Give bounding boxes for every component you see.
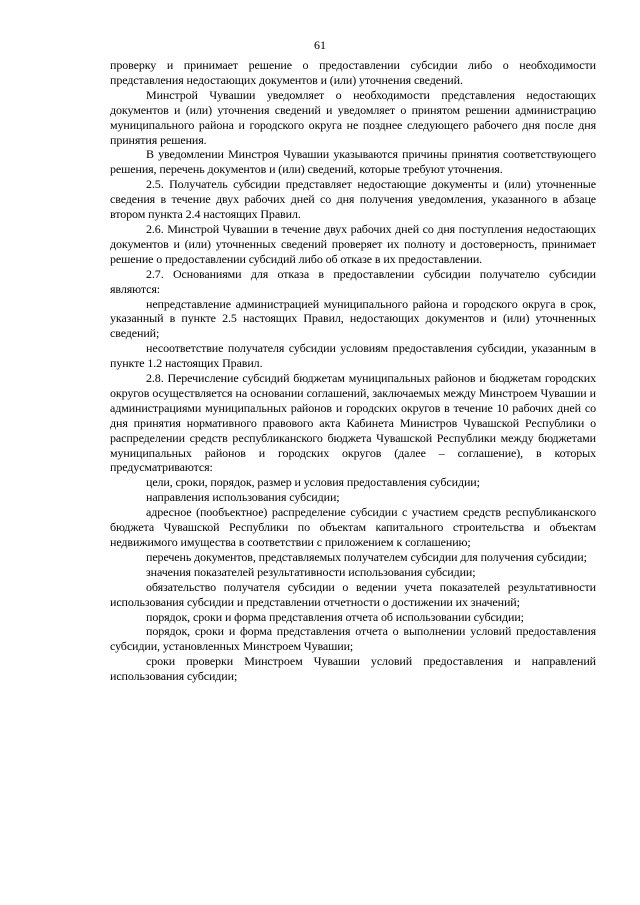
list-item-refusal-1: непредставление администрацией муниципального района и городского округа в срок, указанный в пункте 2.5 настоящих Правил, недостающих документов и (или) уточненных сведений; — [110, 296, 596, 341]
list-item-agreement-1: цели, сроки, порядок, размер и условия предоставления субсидии; — [146, 475, 480, 490]
list-item-agreement-5: значения показателей результативности использования субсидии; — [146, 564, 476, 579]
paragraph-2-8: 2.8. Перечисление субсидий бюджетам муниципальных районов и бюджетам городских округов осуществляется на основании соглашений, заключаемых между Минстроем Чувашии и администрациями муниципальных районов и городских округов в течение 10 рабочих дней со дня принятия нормативного правового акта Кабинета Министров Чувашской Республики о распределении средств республиканского бюджета Чувашской Республики между бюджетами муниципальных районов и городских округов (далее – соглашение), в которых предусматриваются: — [110, 371, 596, 475]
document-body — [110, 58, 596, 684]
paragraph-notification-reasons: В уведомлении Минстроя Чувашии указываются причины принятия соответствующего решения, перечень документов и (или) сведений, которые требуют уточнения. — [110, 147, 596, 177]
list-item-agreement-4: перечень документов, представляемых получателем субсидии для получения субсидии; — [146, 549, 587, 564]
list-item-agreement-2: направления использования субсидии; — [146, 490, 340, 505]
list-item-agreement-3: адресное (пообъектное) распределение субсидии с участием средств республиканского бюджета Чувашской Республики по объектам капитального строительства и объектам недвижимого имущества в соответствии с приложением к соглашению; — [110, 505, 596, 549]
paragraph-2-6: 2.6. Минстрой Чувашии в течение двух рабочих дней со дня поступления недостающих документов и (или) уточненных сведений проверяет их полноту и достоверность, принимает решение о предоставлении субсидий либо об отказе в их предоставлении. — [110, 221, 596, 266]
list-item-agreement-6: обязательство получателя субсидии о ведении учета показателей результативности использования субсидии и представлении отчетности о достижении их значений; — [110, 579, 596, 609]
list-item-agreement-7: порядок, сроки и форма представления отчета об использовании субсидии; — [146, 609, 524, 624]
paragraph-2-5: 2.5. Получатель субсидии представляет недостающие документы и (или) уточненные сведения в течение двух рабочих дней со дня получения уведомления, указанного в абзаце втором пункта 2.4 настоящих Правил. — [110, 177, 596, 222]
paragraph-2-7: 2.7. Основаниями для отказа в предоставлении субсидии получателю субсидии являются: — [110, 266, 596, 296]
list-item-refusal-2: несоответствие получателя субсидии условиям предоставления субсидии, указанным в пункте 1.2 настоящих Правил. — [110, 341, 596, 371]
list-item-agreement-8: порядок, сроки и форма представления отчета о выполнении условий предоставления субсидии, установленных Минстроем Чувашии; — [110, 624, 596, 654]
paragraph-continuation: проверку и принимает решение о предоставлении субсидии либо о необходимости представления недостающих документов и (или) уточнения сведений. — [110, 58, 596, 87]
list-item-agreement-9: сроки проверки Минстроем Чувашии условий предоставления и направлений использования субсидии; — [110, 654, 596, 684]
page-number: 61 — [314, 38, 326, 52]
paragraph-notification: Минстрой Чувашии уведомляет о необходимости представления недостающих документов и (или) уточнения сведений и уведомляет о принятом решении администрацию муниципального района и городского округа не позднее следующего рабочего дня после дня принятия решения. — [110, 87, 596, 147]
